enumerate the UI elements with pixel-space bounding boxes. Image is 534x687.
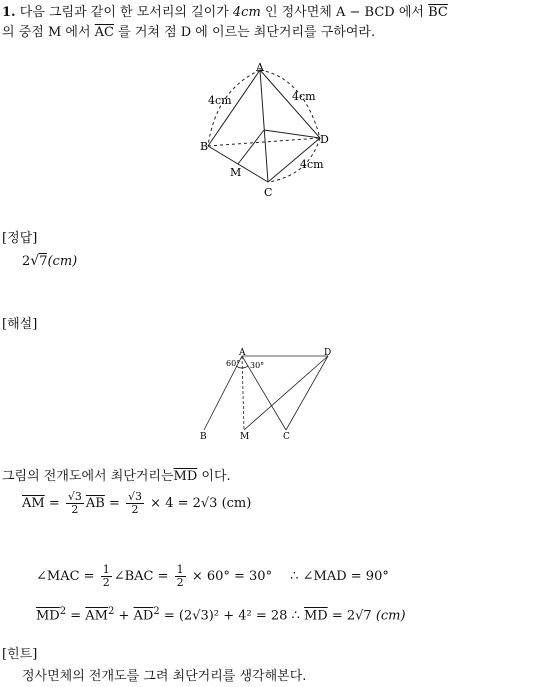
numerator: √3 [67,490,82,503]
fraction [175,564,186,589]
segment-md: $\overline{MD}$ [303,608,328,624]
segment-am: $\overline{AM}$ [22,496,45,511]
segment-md: $\overline{MD}$ [36,608,60,624]
solution-text: 그림의 전개도에서 최단거리는 [2,469,174,484]
segment-ac: $\overline{AC}$ [94,25,114,40]
denominator: 2 [176,576,184,589]
equation-am: $\overline{AM}$ = $\frac{√3}{2}$ $\overline{AB}$ = $\frac{√3}{2}$ × 4 = 2√3 (cm) [22,490,252,516]
answer-radicand: 7 [39,254,48,269]
edge-length: 4cm [232,5,261,20]
numerator: 1 [176,563,184,576]
solution-text: 이다. [201,469,231,484]
equation-rest: × 4 = 2√3 (cm) [150,496,252,511]
segment-am: $\overline{AM}$ [85,608,108,624]
edge-ad [260,70,320,138]
equation-result: = 2√7 [331,608,372,624]
edge-label-ad: 4cm [292,90,316,103]
solution-heading: [해설] [2,317,38,332]
equation-part: ∠MAC = [36,569,95,584]
net-label-a: A [239,348,246,358]
label-d: D [320,133,329,146]
segment-am-net [242,356,244,430]
denominator: 2 [102,576,110,589]
equation-part: × 60° = 30° [191,569,273,584]
problem-number: 1. [2,5,16,20]
denominator: 2 [131,503,139,516]
tetrahedron-figure [196,60,336,200]
net-figure [196,346,336,442]
net-label-c: C [283,432,290,442]
problem-line-1 [2,4,448,22]
segment-ad: $\overline{AD}$ [133,608,154,624]
problem-text: 다음 그림과 같이 한 모서리의 길이가 [19,5,229,20]
problem-text: 에서 [398,5,424,20]
net-label-d: D [324,348,332,358]
edge-ac [260,70,268,182]
answer-value: 2√7(cm) [22,253,78,269]
segment-md: $\overline{MD}$ [173,469,198,484]
fraction [66,491,84,516]
equation-part: ∠BAC = [113,569,169,584]
edge-ab [208,70,260,146]
edge-label-dc: 4cm [300,158,324,171]
answer-coef: 2 [22,254,31,269]
equation-md: $\overline{MD}^2 = \overline{AM}^2 + \overline{AD}^2 = (2√3)^2 + 4^2 = 28$ ∴ $\overline{MD} = 2√7$ (cm) [36,606,406,624]
square-exponent: 2 [153,606,160,617]
equation-unit: (cm) [375,608,406,624]
square-exponent: 2 [59,606,67,617]
solution-line-1 [2,468,231,486]
angle-30-label: 30° [250,361,265,370]
equation-angle [36,563,389,591]
answer-unit: (cm) [47,254,78,269]
problem-text: 인 정사면체 [264,5,332,20]
label-a: A [256,61,264,74]
denominator: 2 [71,503,79,516]
fraction [126,491,144,516]
numerator: 1 [102,563,110,576]
hint-text: 정사면체의 전개도를 그려 최단거리를 생각해본다. [22,669,307,684]
path-m-to-ac [238,130,264,164]
tetrahedron-name: A − BCD [336,5,395,20]
angle-60-label: 60° [226,359,241,368]
problem-text: 를 거쳐 점 D 에 이르는 최단거리를 구하여라. [118,25,376,40]
edge-label-ab: 4cm [208,94,232,107]
label-c: C [264,186,273,199]
problem-text: 의 중점 M 에서 [2,25,91,40]
equation-part: = (2√3)² + 4² = 28 ∴ [163,608,300,624]
fraction [101,564,112,589]
hint-heading: [힌트] [2,647,38,662]
segment-bc: $\overline{BC}$ [428,5,448,20]
label-m: M [230,166,242,179]
problem-line-2 [2,24,375,42]
numerator: √3 [128,490,143,503]
segment-ab: $\overline{AB}$ [85,496,105,511]
edge-bd-hidden [208,138,320,146]
answer-heading: [정답] [2,231,38,246]
path-ac-to-d [264,130,320,138]
square-exponent: 2 [107,606,115,617]
net-label-m: M [240,432,250,442]
edge-dc-net [286,356,328,430]
equation-conclusion: ∴ ∠MAD = 90° [290,569,389,584]
label-b: B [200,140,209,153]
net-label-b: B [200,432,207,442]
